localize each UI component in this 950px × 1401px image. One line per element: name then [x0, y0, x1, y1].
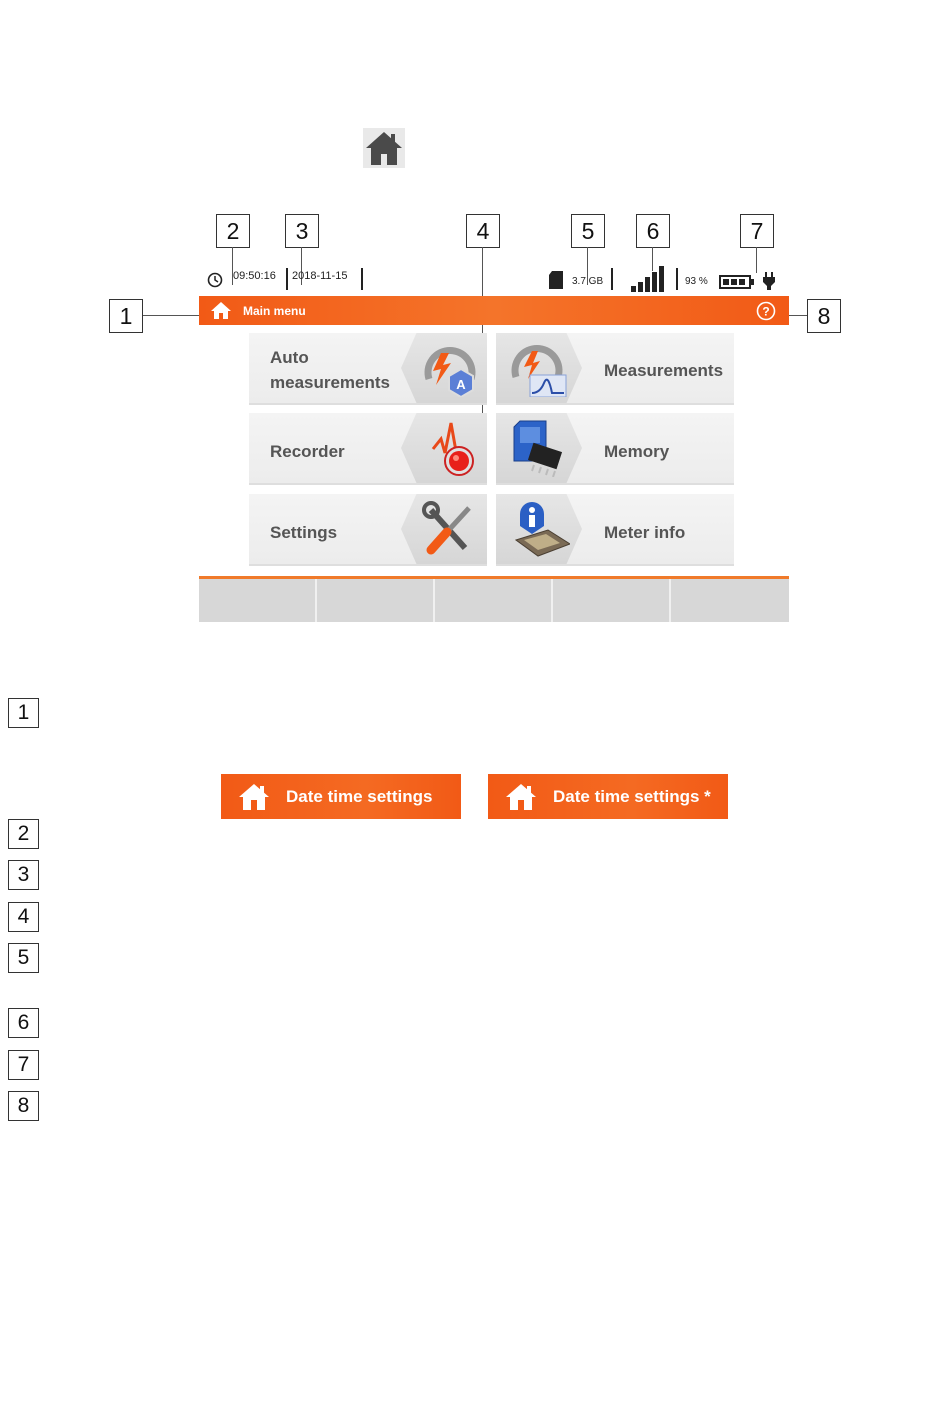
status-time: 09:50:16: [233, 270, 276, 282]
tile-label: Settings: [270, 523, 338, 542]
tile-label: Memory: [604, 442, 670, 461]
title-bar: [199, 296, 789, 325]
measurements-button[interactable]: [496, 333, 734, 405]
clock-icon: [207, 272, 223, 293]
page-title: Main menu: [243, 304, 306, 318]
callout-5: 5: [571, 214, 605, 248]
settings-button[interactable]: [249, 494, 487, 566]
example-title-bar-modified: [488, 774, 728, 819]
meter-info-button[interactable]: [496, 494, 734, 566]
status-date: 2018-11-15: [292, 270, 348, 282]
measurements-icon: [508, 339, 570, 397]
softkey-5[interactable]: [671, 579, 789, 622]
tile-label: Auto: [270, 348, 309, 367]
memory-card-icon: [508, 419, 570, 477]
svg-text:?: ?: [762, 304, 770, 319]
list-number-6: 6: [8, 1008, 39, 1038]
callout-1: 1: [109, 299, 143, 333]
callout-8: 8: [807, 299, 841, 333]
list-number-2: 2: [8, 819, 39, 849]
auto-measurement-icon: [419, 339, 481, 397]
softkey-3[interactable]: [435, 579, 553, 622]
callout-6: 6: [636, 214, 670, 248]
sd-card-icon: [549, 271, 563, 294]
tile-label: measurements: [270, 373, 391, 392]
signal-icon: [631, 266, 667, 297]
tile-label: Meter info: [604, 523, 686, 542]
callout-4: 4: [466, 214, 500, 248]
settings-tools-icon: [419, 500, 481, 558]
list-number-3: 3: [8, 860, 39, 890]
home-icon[interactable]: [210, 301, 232, 325]
example-title-bar: [221, 774, 461, 819]
recorder-button[interactable]: [249, 413, 487, 485]
example-title: Date time settings: [286, 787, 433, 806]
meter-info-icon: [508, 500, 570, 558]
softkey-bar: [199, 576, 789, 622]
softkey-4[interactable]: [553, 579, 671, 622]
memory-button[interactable]: [496, 413, 734, 485]
softkey-1[interactable]: [199, 579, 317, 622]
list-number-7: 7: [8, 1050, 39, 1080]
home-icon: [504, 782, 538, 812]
callout-2: 2: [216, 214, 250, 248]
list-number-1: 1: [8, 698, 39, 728]
example-title-modified: Date time settings *: [553, 787, 711, 806]
softkey-2[interactable]: [317, 579, 435, 622]
recorder-icon: [419, 419, 481, 477]
list-number-4: 4: [8, 902, 39, 932]
status-battery: 93 %: [685, 276, 708, 287]
list-number-5: 5: [8, 943, 39, 973]
help-icon[interactable]: [756, 301, 776, 326]
home-icon: [237, 782, 271, 812]
list-number-8: 8: [8, 1091, 39, 1121]
svg-text:A: A: [456, 377, 466, 392]
tile-label: Recorder: [270, 442, 345, 461]
home-icon: [363, 128, 405, 168]
power-plug-icon: [762, 272, 776, 295]
status-memory: 3.7 GB: [572, 276, 604, 287]
callout-3: 3: [285, 214, 319, 248]
callout-7: 7: [740, 214, 774, 248]
battery-icon: [719, 275, 755, 294]
auto-measurements-button[interactable]: [249, 333, 487, 405]
tile-label: Measurements: [604, 361, 724, 380]
